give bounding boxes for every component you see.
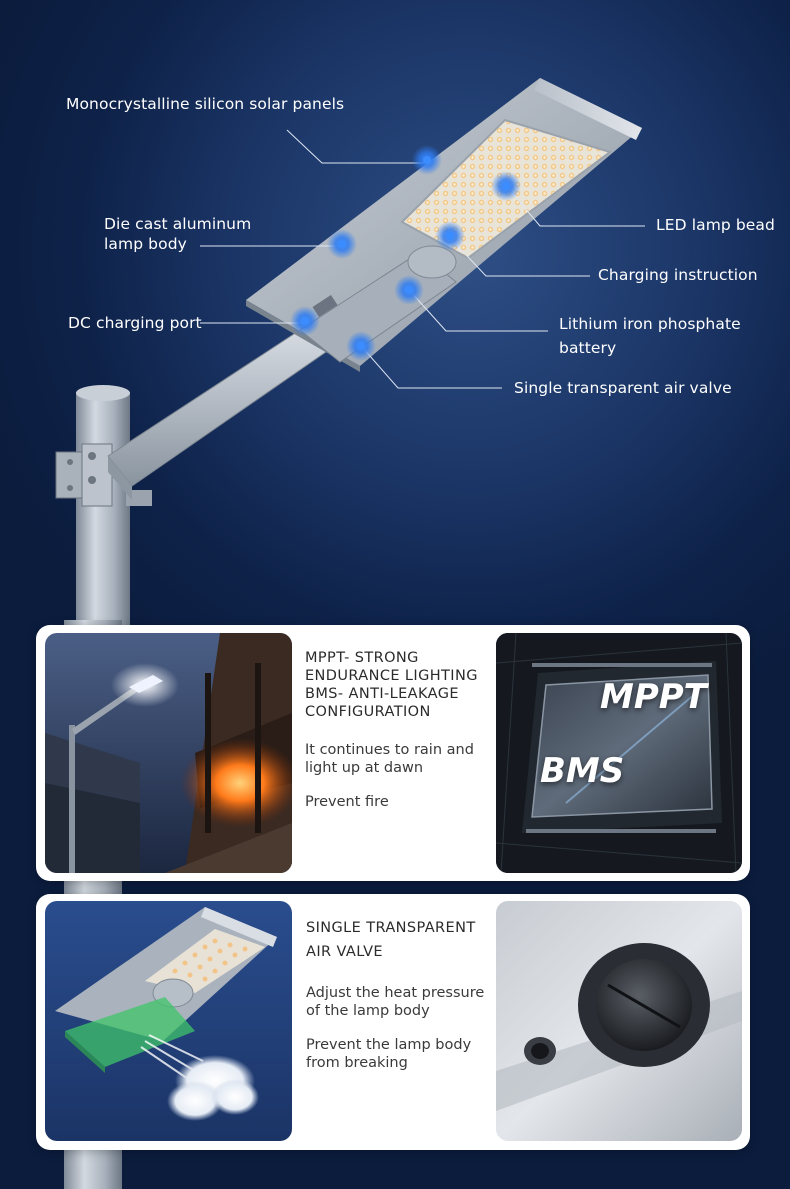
- chip-label-bms: BMS: [540, 751, 625, 791]
- lamp-valve-render: [45, 901, 292, 1141]
- mppt-body1-line2: light up at dawn: [305, 760, 424, 776]
- callout-die-cast-line1: Die cast aluminum: [104, 215, 252, 233]
- air-valve-closeup-photo: [496, 901, 742, 1141]
- feature-card-mppt: [36, 625, 750, 881]
- valve-body1-line2: of the lamp body: [306, 1003, 430, 1019]
- mppt-heading-line1: MPPT- STRONG: [305, 650, 419, 666]
- chip-label-mppt: MPPT: [600, 677, 707, 717]
- valve-heading-line1: SINGLE TRANSPARENT: [306, 920, 476, 936]
- callout-charging-instruction: Charging instruction: [598, 266, 758, 284]
- mppt-heading-line3: BMS- ANTI-LEAKAGE: [305, 686, 459, 702]
- valve-heading-line2: AIR VALVE: [306, 944, 383, 960]
- mppt-body1: [305, 741, 505, 777]
- mppt-body2: Prevent fire: [305, 794, 389, 810]
- valve-body2: [306, 1036, 506, 1072]
- valve-text-block: [306, 916, 506, 1072]
- valve-body1: [306, 984, 506, 1020]
- callout-solar-panels: Monocrystalline silicon solar panels: [66, 95, 345, 113]
- feature-card-air-valve: [36, 894, 750, 1150]
- night-fire-photo: [45, 633, 292, 873]
- valve-body1-line1: Adjust the heat pressure: [306, 985, 485, 1001]
- callout-die-cast-line2: lamp body: [104, 235, 187, 253]
- mppt-heading-line2: ENDURANCE LIGHTING: [305, 668, 478, 684]
- mppt-bms-chip-photo: [496, 633, 742, 873]
- valve-body2-line2: from breaking: [306, 1055, 408, 1071]
- callout-battery-line2: battery: [559, 339, 617, 357]
- callout-led-bead: LED lamp bead: [656, 216, 775, 234]
- callout-air-valve: Single transparent air valve: [514, 379, 732, 397]
- callout-battery-line1: Lithium iron phosphate: [559, 315, 741, 333]
- mppt-heading-line4: CONFIGURATION: [305, 704, 431, 720]
- mppt-body1-line1: It continues to rain and: [305, 742, 474, 758]
- mppt-text-block: [305, 649, 505, 811]
- valve-body2-line1: Prevent the lamp body: [306, 1037, 472, 1053]
- callout-dc-port: DC charging port: [68, 314, 202, 332]
